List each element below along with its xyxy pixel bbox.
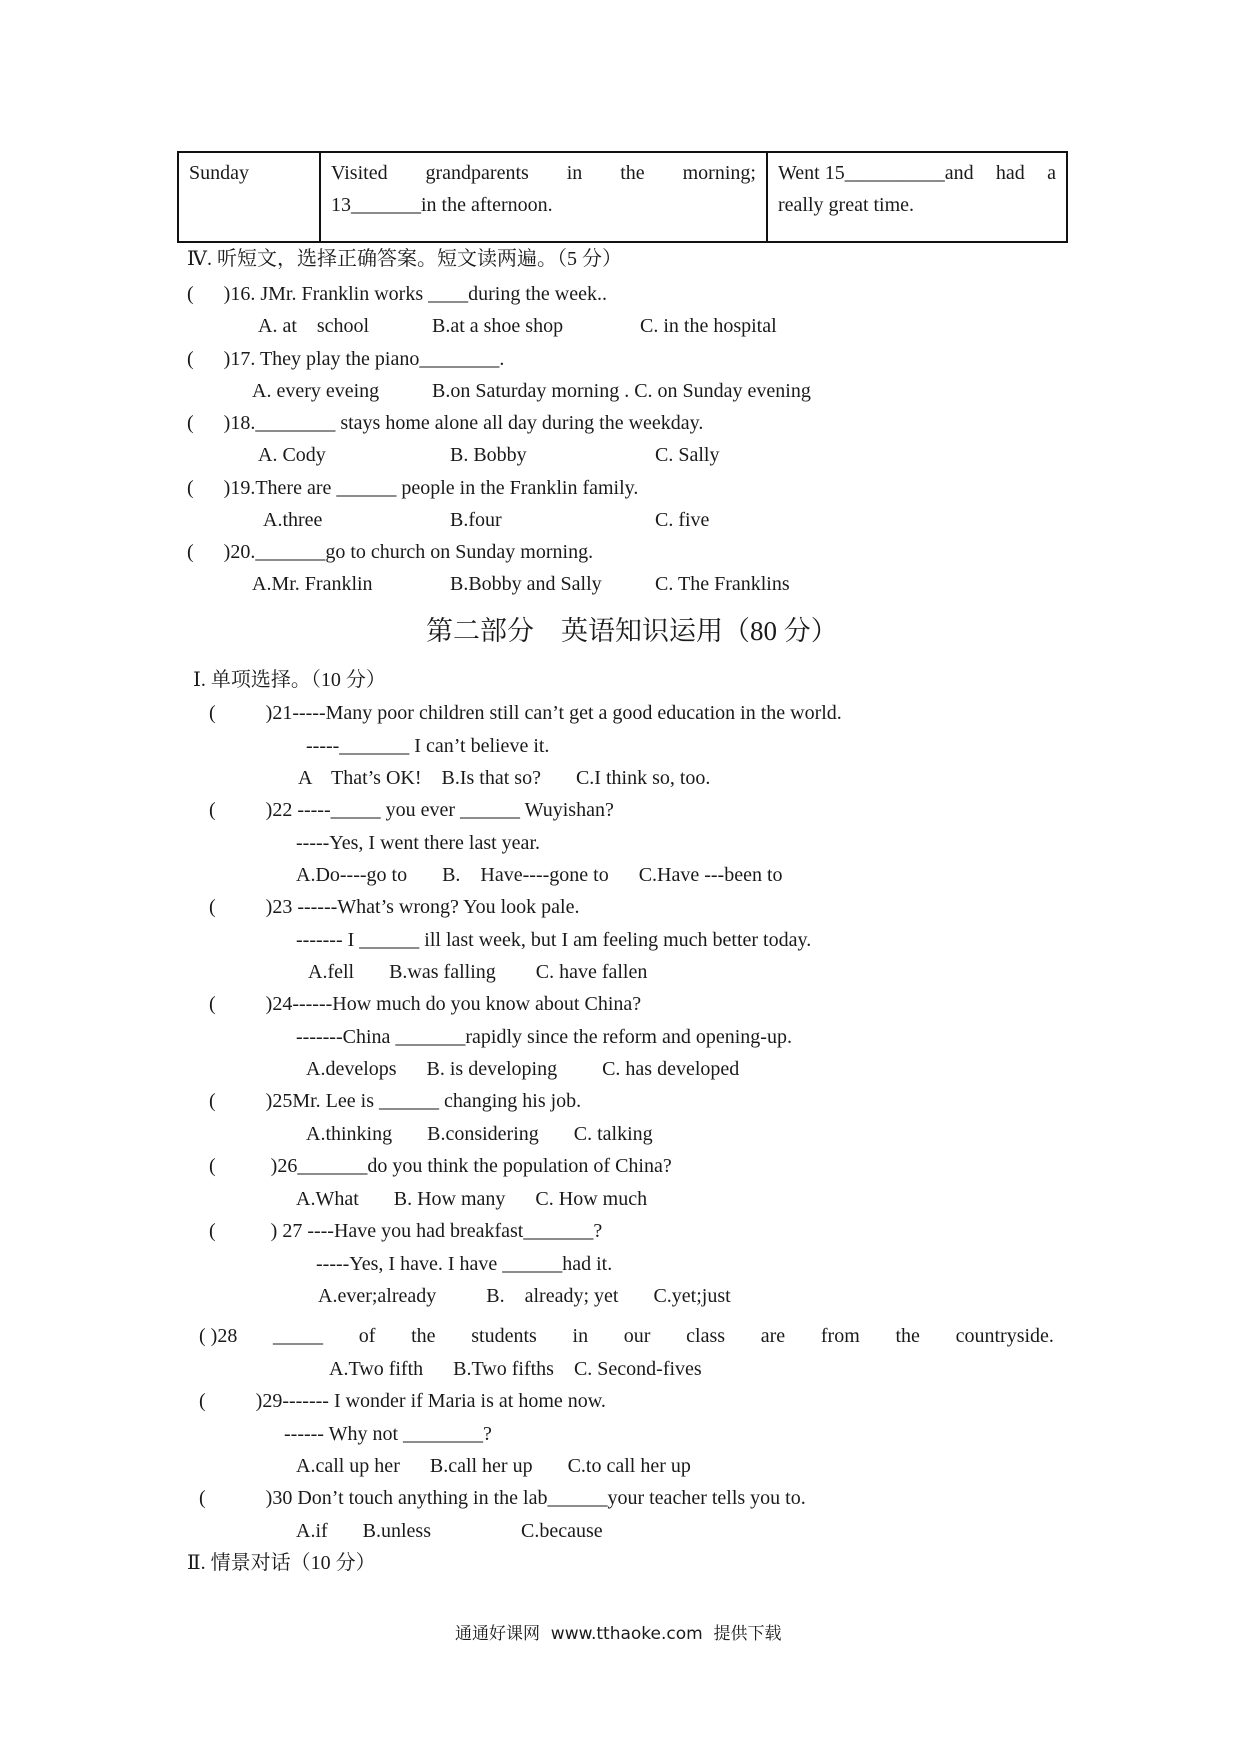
section-i-heading: Ⅰ. 单项选择。（10 分）: [193, 669, 386, 691]
question-28: ( )28 _____ of the students in our class are from the countryside.: [199, 1325, 1054, 1347]
q18-option-c: C. Sally: [655, 444, 720, 466]
question-19: ( )19.There are ______ people in the Franklin family.: [187, 477, 639, 499]
q20-option-b: B.Bobby and Sally: [450, 573, 602, 595]
activity-cell: [320, 152, 767, 242]
q29-options: A.call up her B.call her up C.to call her up: [296, 1455, 691, 1477]
q25-options: A.thinking B.considering C. talking: [306, 1123, 653, 1145]
q23-response: ------- I ______ ill last week, but I am feeling much better today.: [296, 929, 812, 951]
q22-response: -----Yes, I went there last year.: [296, 832, 540, 854]
q20-option-a: A.Mr. Franklin: [252, 573, 373, 595]
q23-options: A.fell B.was falling C. have fallen: [308, 961, 648, 983]
q19-option-a: A.three: [263, 509, 323, 531]
question-25: ( )25Mr. Lee is ______ changing his job.: [209, 1090, 582, 1112]
evening-line-1: Went 15__________and had a: [778, 162, 1056, 184]
q19-option-c: C. five: [655, 509, 710, 531]
question-24: ( )24------How much do you know about China?: [209, 993, 642, 1015]
q21-response: -----_______ I can’t believe it.: [306, 735, 550, 757]
question-17: ( )17. They play the piano________.: [187, 348, 505, 370]
q17-option-a: A. every eveing: [252, 380, 380, 402]
question-29: ( )29------- I wonder if Maria is at home now.: [199, 1390, 606, 1412]
q20-option-c: C. The Franklins: [655, 573, 790, 595]
q24-options: A.develops B. is developing C. has developed: [306, 1058, 740, 1080]
question-20: ( )20._______go to church on Sunday morning.: [187, 541, 594, 563]
q16-option-c: C. in the hospital: [640, 315, 777, 337]
part-two-title: 第二部分 英语知识运用（80 分）: [426, 616, 838, 646]
q26-options: A.What B. How many C. How much: [296, 1188, 648, 1210]
q27-response: -----Yes, I have. I have ______had it.: [316, 1253, 613, 1275]
question-21: ( )21-----Many poor children still can’t get a good education in the world.: [209, 702, 842, 724]
question-16: ( )16. JMr. Franklin works ____during the week..: [187, 283, 607, 305]
footer-text: 通通好课网 www.tthaoke.com 提供下载: [455, 1624, 782, 1644]
activity-line-2: 13_______in the afternoon.: [331, 194, 553, 216]
q19-option-b: B.four: [450, 509, 502, 531]
evening-cell: [767, 152, 1067, 242]
schedule-table: [177, 151, 1068, 243]
section-iv-heading: Ⅳ. 听短文，选择正确答案。短文读两遍。（5 分）: [187, 248, 622, 270]
question-30: ( )30 Don’t touch anything in the lab______your teacher tells you to.: [199, 1487, 806, 1509]
q16-option-a: A. at school: [258, 315, 370, 337]
q28-options: A.Two fifth B.Two fifths C. Second-fives: [329, 1358, 702, 1380]
q17-option-bc: B.on Saturday morning . C. on Sunday evening: [432, 380, 811, 402]
q22-options: A.Do----go to B. Have----gone to C.Have ---been to: [296, 864, 783, 886]
q29-response: ------ Why not ________?: [284, 1423, 492, 1445]
q30-options: A.if B.unless C.because: [296, 1520, 603, 1542]
q21-options: A That’s OK! B.Is that so? C.I think so, too.: [298, 767, 711, 789]
q18-option-b: B. Bobby: [450, 444, 527, 466]
section-ii-heading: Ⅱ. 情景对话（10 分）: [187, 1552, 376, 1574]
activity-line-1: Visited grandparents in the morning;: [331, 162, 756, 184]
question-27: ( ) 27 ----Have you had breakfast_______?: [209, 1220, 603, 1242]
question-26: ( )26_______do you think the population of China?: [209, 1155, 672, 1177]
q24-response: -------China _______rapidly since the reform and opening-up.: [296, 1026, 792, 1048]
evening-line-2: really great time.: [778, 194, 915, 216]
table-row: [178, 152, 1067, 242]
q16-option-b: B.at a shoe shop: [432, 315, 564, 337]
question-22: ( )22 -----_____ you ever ______ Wuyishan?: [209, 799, 614, 821]
question-18: ( )18.________ stays home alone all day during the weekday.: [187, 412, 704, 434]
question-23: ( )23 ------What’s wrong? You look pale.: [209, 896, 580, 918]
day-cell: Sunday: [178, 152, 320, 242]
q27-options: A.ever;already B. already; yet C.yet;just: [318, 1285, 731, 1307]
q18-option-a: A. Cody: [258, 444, 326, 466]
